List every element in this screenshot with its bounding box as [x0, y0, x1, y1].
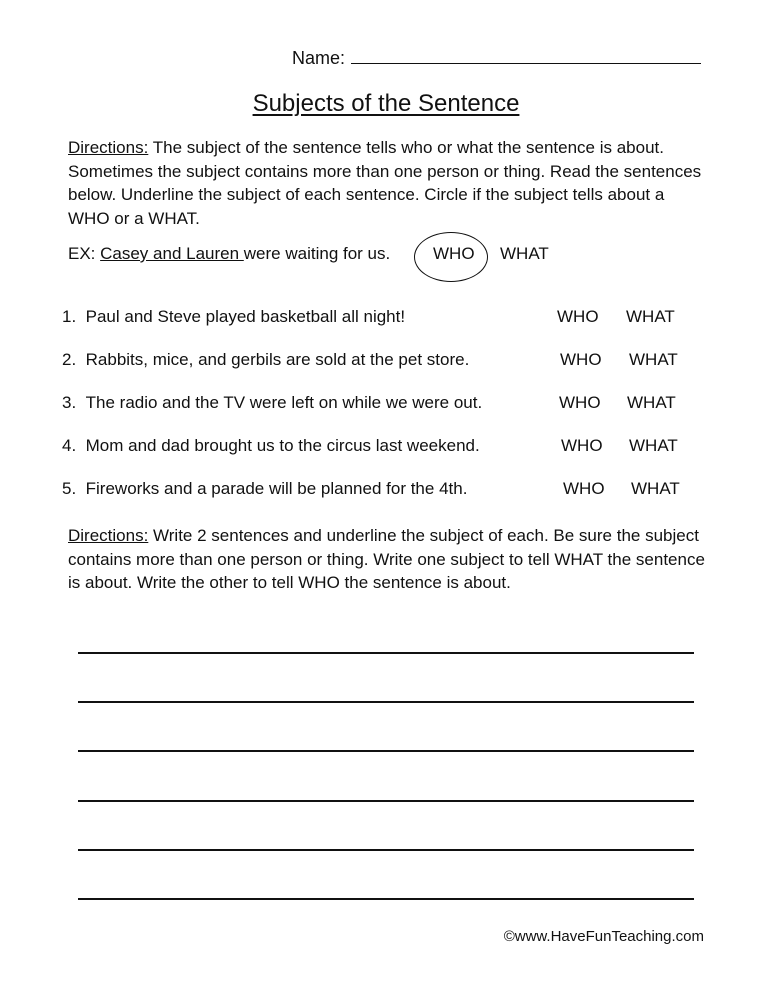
question-2	[62, 350, 469, 370]
page-title: Subjects of the Sentence	[252, 90, 520, 117]
choice-who-4[interactable]: WHO	[561, 436, 603, 455]
directions-text: Write 2 sentences and underline the subject of each. Be sure the subject contains more than one person or thing. Write one subject to tell WHAT the sentence is about. Write the other to tell WHO the sentence is about.	[68, 526, 705, 592]
choice-who-1[interactable]: WHO	[557, 307, 599, 326]
writing-line[interactable]	[78, 750, 694, 752]
question-5	[62, 479, 467, 499]
name-field[interactable]	[292, 46, 701, 69]
directions-label: Directions:	[68, 526, 149, 545]
writing-line[interactable]	[78, 800, 694, 802]
example-rest: were waiting for us.	[243, 244, 391, 263]
question-text: The radio and the TV were left on while we were out.	[85, 393, 483, 412]
name-write-line[interactable]	[351, 46, 701, 64]
directions-paragraph-2	[68, 524, 718, 595]
question-number: 4.	[62, 436, 77, 455]
choice-who-3[interactable]: WHO	[559, 393, 601, 412]
question-number: 1.	[62, 307, 77, 326]
writing-line[interactable]	[78, 701, 694, 703]
directions-text: The subject of the sentence tells who or what the sentence is about. Sometimes the subject contains more than one person or thing. Read the sentences below. Underline the subject of each sentence. Circle if the subject tells about a WHO or a WHAT.	[68, 138, 702, 228]
copyright-footer: ©www.HaveFunTeaching.com	[503, 928, 704, 945]
name-label: Name:	[292, 48, 346, 68]
example-subject: Casey and Lauren	[100, 244, 244, 263]
choice-what-5[interactable]: WHAT	[631, 479, 680, 498]
choice-what-1[interactable]: WHAT	[626, 307, 675, 326]
directions-label: Directions:	[68, 138, 149, 157]
example-who: WHO	[433, 244, 475, 263]
question-text: Fireworks and a parade will be planned for the 4th.	[85, 479, 468, 498]
question-text: Paul and Steve played basketball all night!	[85, 307, 406, 326]
choice-what-2[interactable]: WHAT	[629, 350, 678, 369]
example-sentence	[68, 244, 390, 264]
writing-line[interactable]	[78, 849, 694, 851]
example-prefix: EX:	[68, 244, 101, 263]
question-text: Rabbits, mice, and gerbils are sold at the pet store.	[85, 350, 470, 369]
writing-line[interactable]	[78, 652, 694, 654]
question-number: 5.	[62, 479, 77, 498]
choice-who-2[interactable]: WHO	[560, 350, 602, 369]
choice-who-5[interactable]: WHO	[563, 479, 605, 498]
example-what: WHAT	[500, 244, 549, 263]
choice-what-4[interactable]: WHAT	[629, 436, 678, 455]
question-1	[62, 307, 405, 327]
choice-what-3[interactable]: WHAT	[627, 393, 676, 412]
directions-paragraph-1	[68, 136, 708, 230]
writing-line[interactable]	[78, 898, 694, 900]
question-text: Mom and dad brought us to the circus last weekend.	[85, 436, 480, 455]
question-number: 2.	[62, 350, 77, 369]
question-4	[62, 436, 480, 456]
question-number: 3.	[62, 393, 77, 412]
question-3	[62, 393, 482, 413]
